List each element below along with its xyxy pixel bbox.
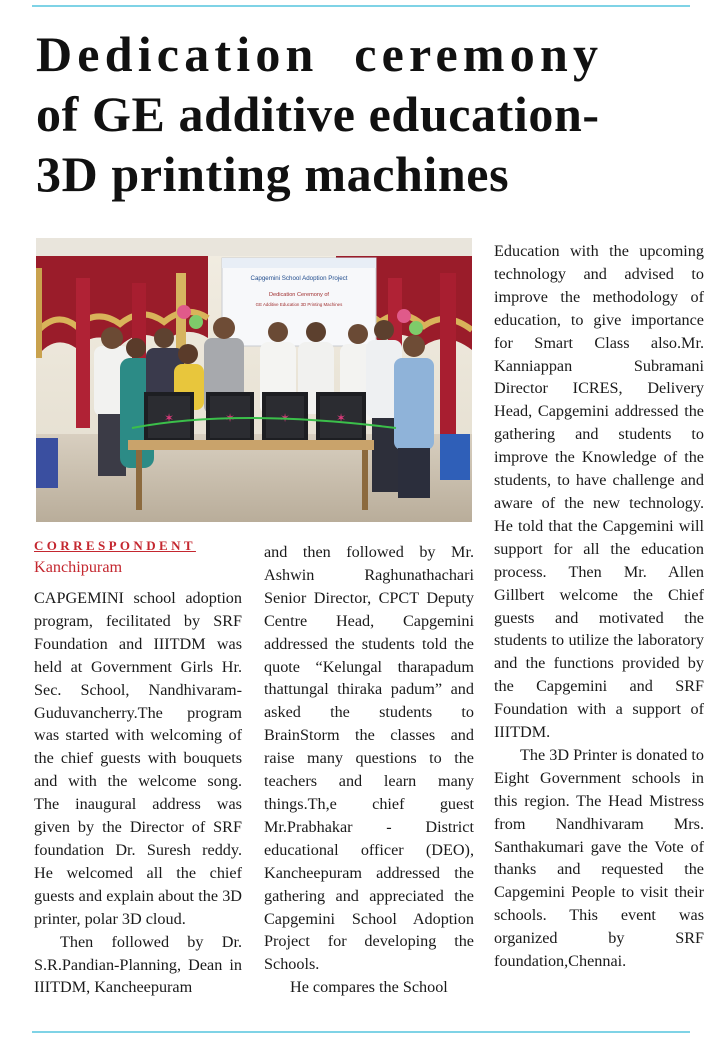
svg-text:✶: ✶ xyxy=(163,411,175,425)
banner-line-2: Dedication Ceremony of xyxy=(268,292,330,298)
column-3-paragraph-1: Education with the upcoming technology and advised to improve the methodology of education, to give importance for Smart Class also.Mr. Kanniappan Subramani Director ICRES, Delivery Head, Capgemini addressed the gathering and students to improve the Knowledge of the students, to have challenge and aware of the new technology. He told that the Capgemini will support for all the education process. Then Mr. Allen Gillbert welcome the Chief guests and motivated the students to utilize the laboratory and the functions provided by the Capgemini and SRF Foundation with a support of IIITDM. xyxy=(494,242,704,742)
event-photo xyxy=(36,238,472,522)
column-1-paragraph-1: CAPGEMINI school adoption program, fecilitated by SRF Foundation and IIITDM was held at Government Girls Hr. Sec. School, Nandhivaram-Guduvancherry.The program was started with welcoming of the chief guests with bouquets and with the welcome song. The inaugural address was given by the Director of SRF foundation Dr. Suresh reddy. He welcomed all the chief guests and explain about the 3D printer, polar 3D cloud. xyxy=(34,589,242,928)
3d-printers xyxy=(132,392,396,442)
headline-line-1: Dedication ceremony xyxy=(36,26,604,82)
svg-text:✶: ✶ xyxy=(224,411,236,425)
banner-line-1: Capgemini School Adoption Project xyxy=(250,275,348,282)
headline-line-2: of GE additive education- xyxy=(36,86,600,142)
byline xyxy=(34,538,242,578)
column-3-paragraph-2: The 3D Printer is donated to Eight Government schools in this region. The Head Mistress from Nandhivaram Mrs. Santhakumari gave the Vote of thanks and requested the Capgemini People to visit their schools. This event was organized by SRF foundation,Chennai. xyxy=(494,745,704,971)
column-2-paragraph-2: He compares the School xyxy=(290,978,448,997)
top-rule xyxy=(32,5,690,7)
column-1-paragraph-2: Then followed by Dr. S.R.Pandian-Planning, Dean in IIITDM, Kancheepuram xyxy=(34,932,242,997)
headline xyxy=(36,24,706,204)
bottom-rule xyxy=(32,1031,690,1033)
column-2-paragraph-1: and then followed by Mr. Ashwin Raghunathachari Senior Director, CPCT Deputy Centre Head, Capgemini addressed the students told the quote “Kelungal tharapadum thattungal thiraka padum” and asked the students to BrainStorm the classes and raise many questions to the teachers and learn many things.Th,e chief guest Mr.Prabhakar - District educational officer (DEO), Kancheepuram addressed the gathering and appreciated the Capgemini School Adoption Project for developing the Schools. xyxy=(264,543,474,974)
banner-line-3: GE Additive Education 3D Printing Machines xyxy=(255,302,343,307)
svg-text:✶: ✶ xyxy=(335,411,347,425)
article-column-1 xyxy=(34,587,242,999)
byline-label: CORRESPONDENT xyxy=(34,538,196,553)
article-column-3 xyxy=(494,240,704,973)
byline-place: Kanchipuram xyxy=(34,558,123,576)
svg-text:✶: ✶ xyxy=(279,411,291,425)
article-column-2 xyxy=(264,541,474,999)
headline-line-3: 3D printing machines xyxy=(36,146,510,202)
